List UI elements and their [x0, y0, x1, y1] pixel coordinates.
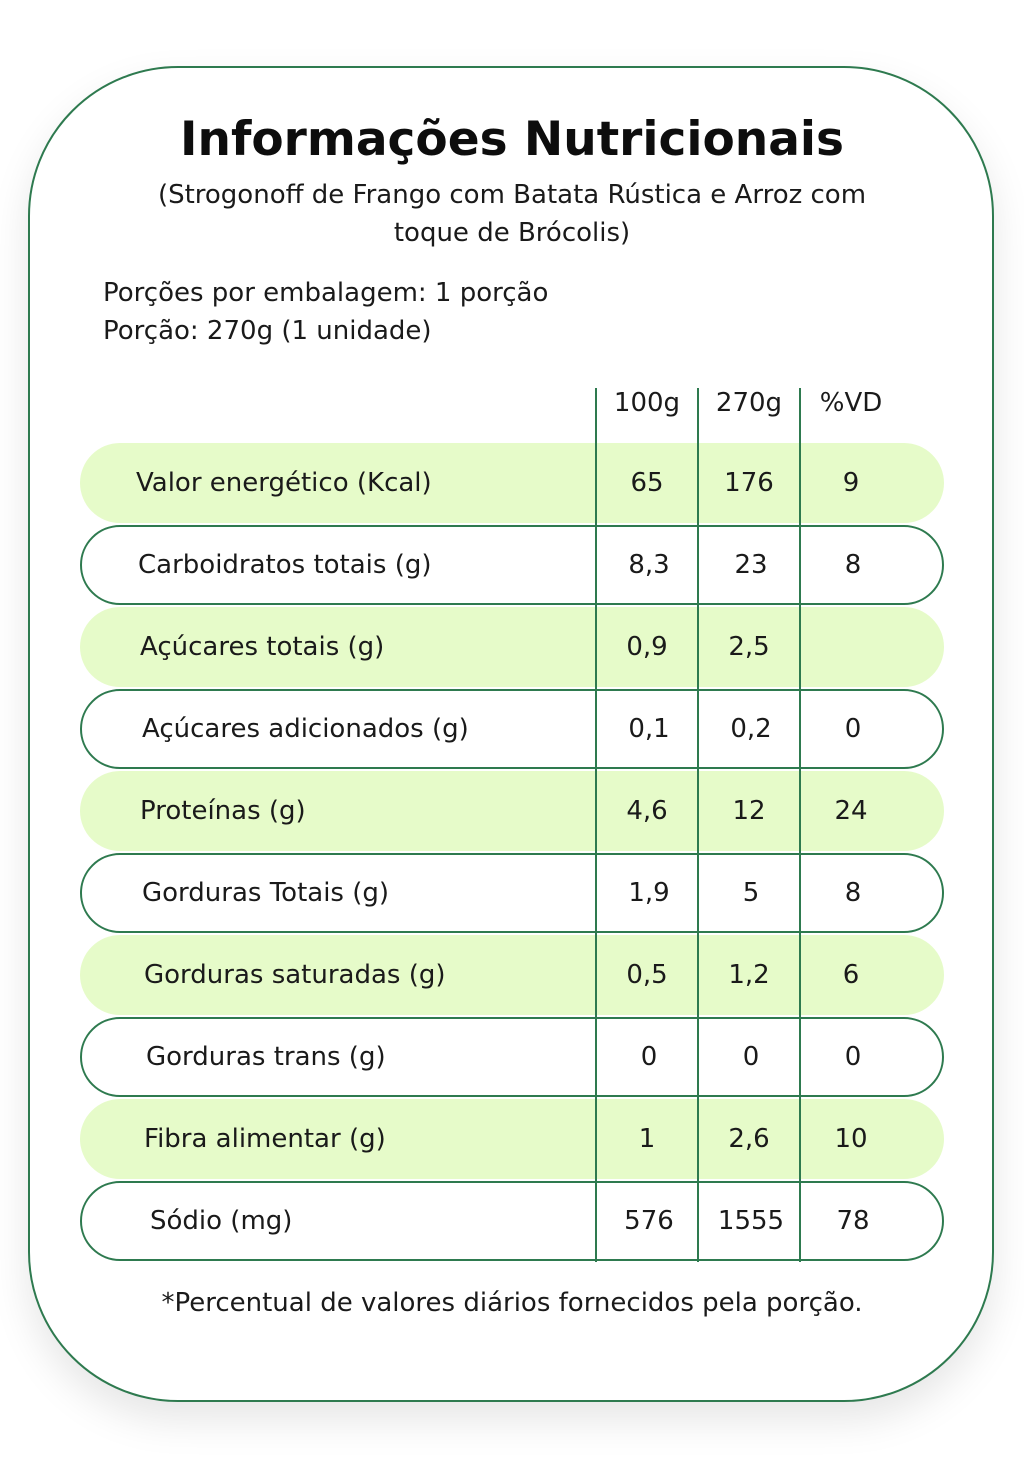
column-divider [799, 388, 801, 1262]
table-row [80, 771, 944, 851]
value-v100: 1 [638, 1124, 656, 1154]
value-v100: 0,5 [626, 960, 668, 990]
value-vd [801, 607, 901, 687]
value-vd: 24 [834, 796, 868, 826]
nutrient-label: Carboidratos totais (g) [138, 550, 432, 580]
value-vd: 8 [844, 878, 862, 908]
column-header-vd: %VD [819, 388, 883, 418]
table-row [80, 935, 944, 1015]
table-row [80, 525, 944, 605]
nutrient-label: Fibra alimentar (g) [144, 1124, 386, 1154]
value-v270: 1,2 [728, 960, 770, 990]
value-v270: 1555 [717, 1206, 785, 1236]
value-vd: 0 [844, 714, 862, 744]
value-v270: 176 [724, 468, 774, 498]
footnote: *Percentual de valores diários fornecidos pela porção. [161, 1288, 863, 1318]
value-v100: 0 [640, 1042, 658, 1072]
nutrient-label: Sódio (mg) [150, 1206, 293, 1236]
nutrient-label: Gorduras Totais (g) [142, 878, 390, 908]
value-v100: 0,9 [626, 632, 668, 662]
value-v270: 12 [732, 796, 766, 826]
value-v270: 2,5 [728, 632, 770, 662]
column-header-100g: 100g [613, 388, 681, 418]
value-vd: 6 [842, 960, 860, 990]
table-row [80, 1099, 944, 1179]
nutrient-label: Gorduras trans (g) [146, 1042, 386, 1072]
value-v270: 5 [742, 878, 760, 908]
table-row [80, 1017, 944, 1097]
table-row [80, 607, 944, 687]
table-row [80, 1181, 944, 1261]
value-vd: 8 [844, 550, 862, 580]
value-v270: 23 [734, 550, 768, 580]
value-vd: 9 [842, 468, 860, 498]
subtitle-line-1: (Strogonoff de Frango com Batata Rústica e Arroz com [157, 180, 867, 210]
page-title: Informações Nutricionais [180, 112, 844, 167]
value-v100: 65 [630, 468, 664, 498]
nutrient-label: Açúcares totais (g) [140, 632, 385, 662]
value-v270: 0 [742, 1042, 760, 1072]
value-vd: 0 [844, 1042, 862, 1072]
value-v270: 2,6 [728, 1124, 770, 1154]
serving-size: Porção: 270g (1 unidade) [103, 316, 432, 346]
servings-per-package: Porções por embalagem: 1 porção [103, 278, 549, 308]
nutrient-label: Valor energético (Kcal) [136, 468, 432, 498]
nutrient-label: Proteínas (g) [140, 796, 306, 826]
value-vd: 10 [834, 1124, 868, 1154]
nutrient-label: Gorduras saturadas (g) [144, 960, 446, 990]
table-row [80, 853, 944, 933]
column-divider [697, 388, 699, 1262]
column-divider [595, 388, 597, 1262]
product-subtitle [120, 176, 904, 252]
table-row [80, 689, 944, 769]
value-v100: 1,9 [628, 878, 670, 908]
value-v100: 576 [624, 1206, 674, 1236]
table-row [80, 443, 944, 523]
value-v270: 0,2 [730, 714, 772, 744]
value-v100: 0,1 [628, 714, 670, 744]
nutrient-label: Açúcares adicionados (g) [142, 714, 469, 744]
value-vd: 78 [836, 1206, 870, 1236]
column-header-270g: 270g [715, 388, 783, 418]
subtitle-line-2: toque de Brócolis) [393, 218, 631, 248]
value-v100: 8,3 [628, 550, 670, 580]
value-v100: 4,6 [626, 796, 668, 826]
